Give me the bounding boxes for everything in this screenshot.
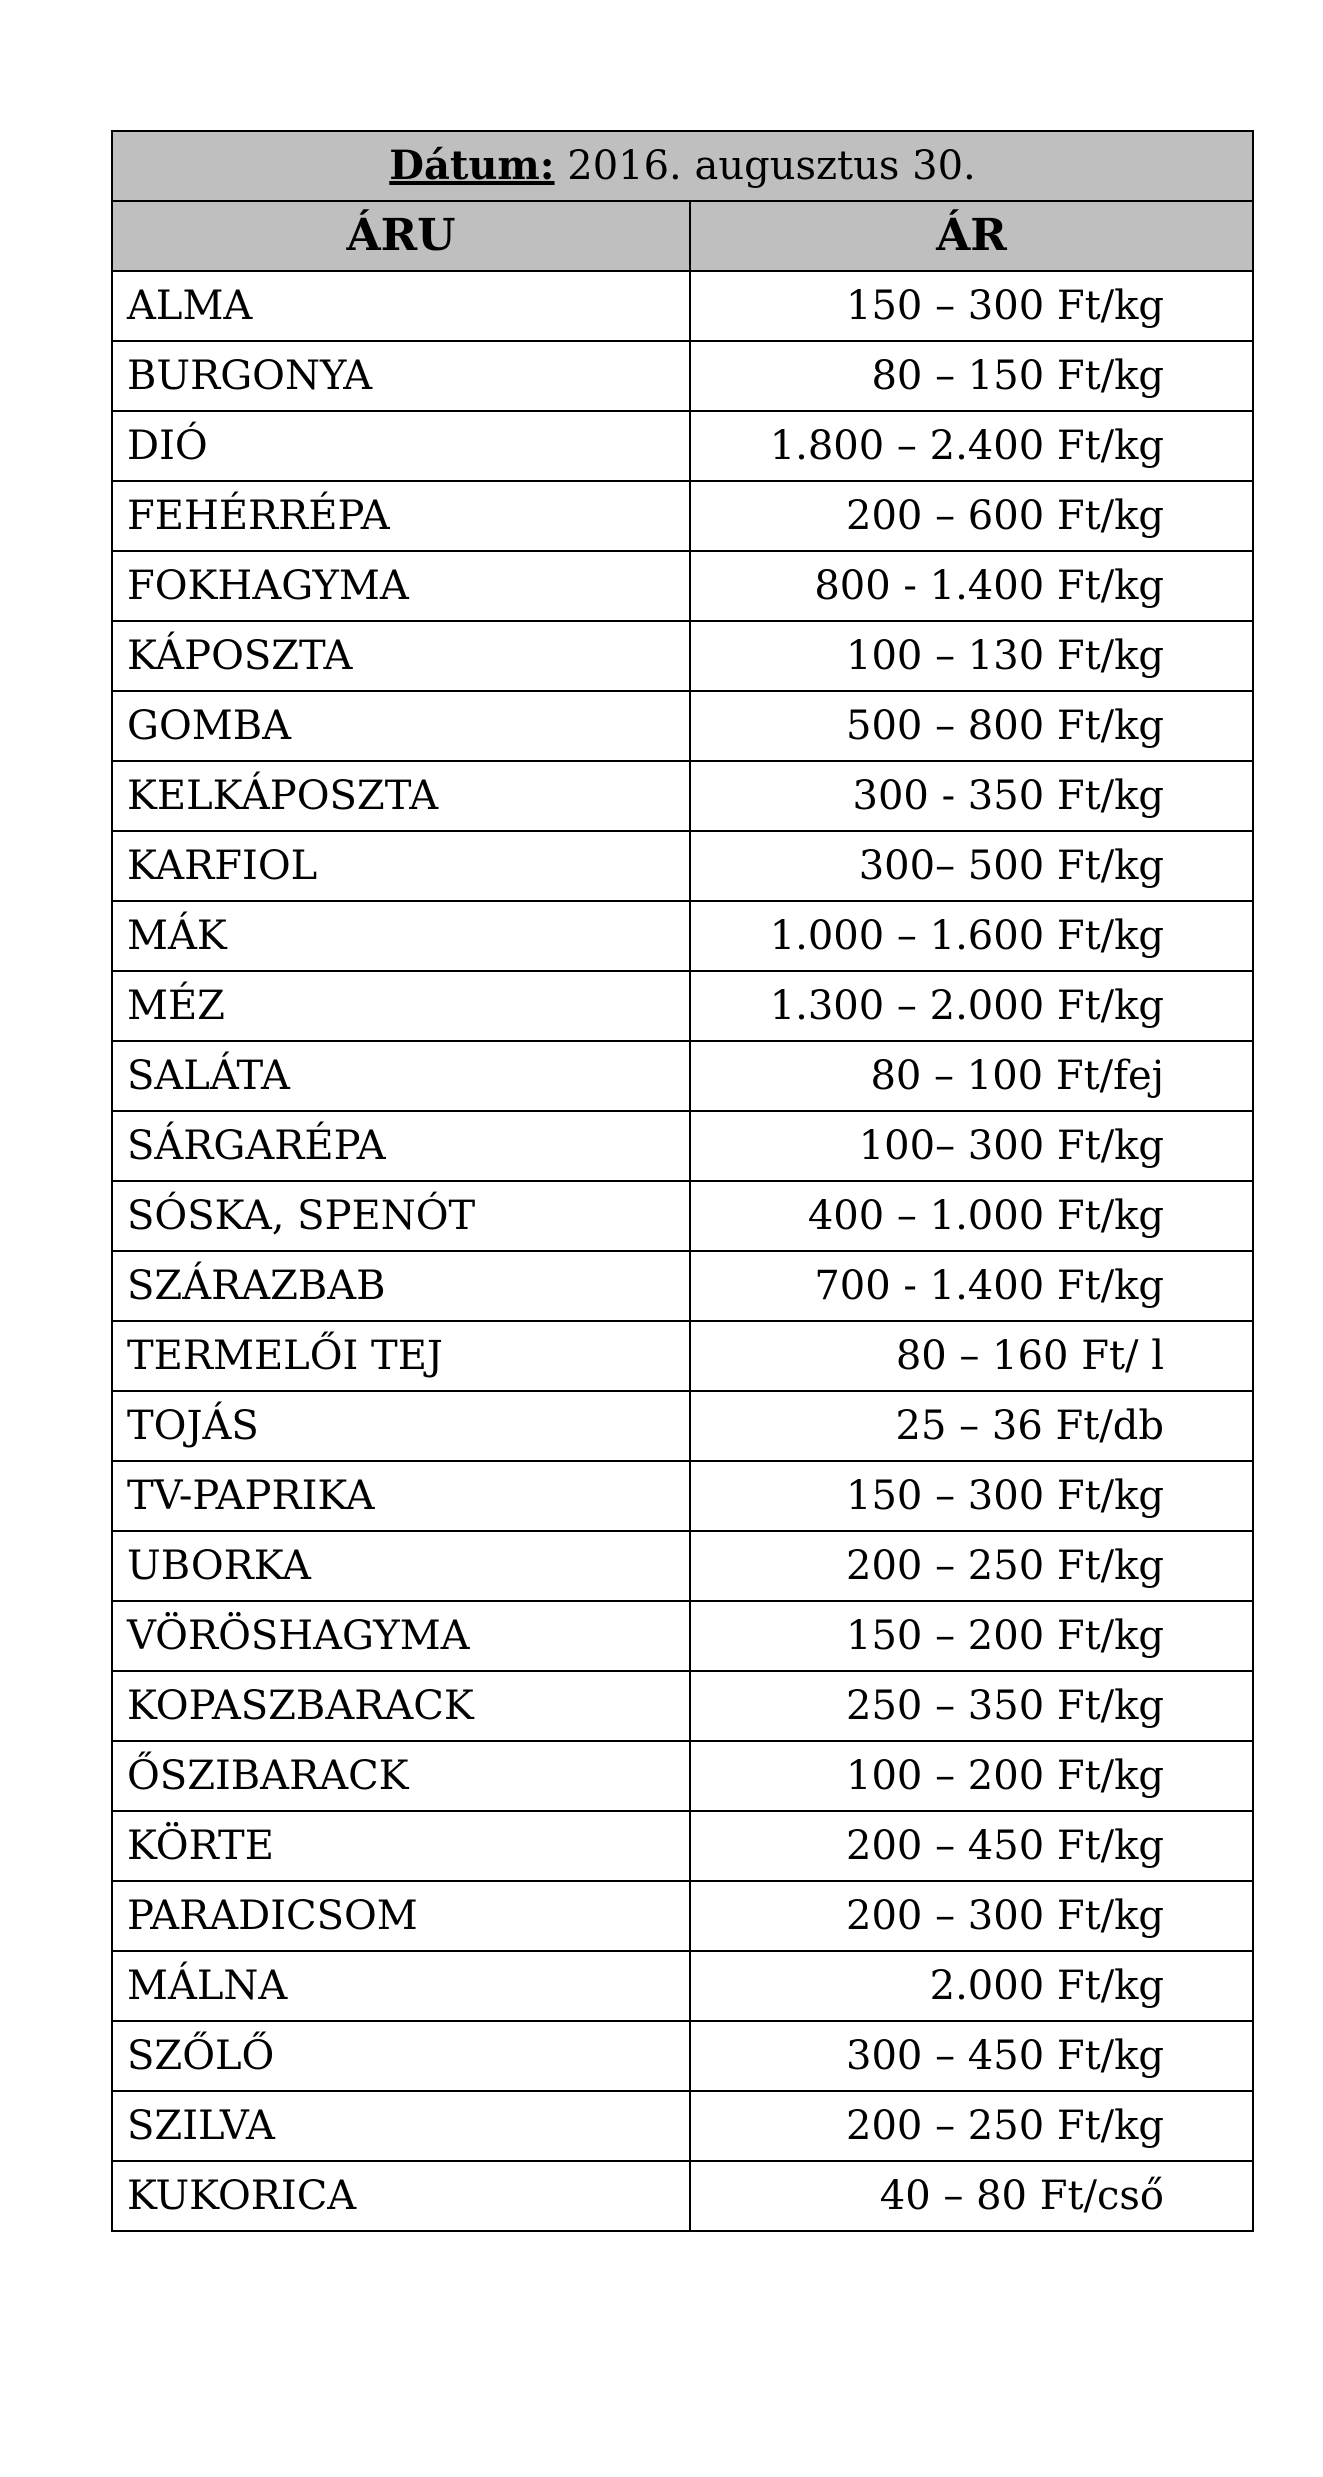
table-row bbox=[112, 1391, 1253, 1461]
item-price-cell: 200 – 600 Ft/kg bbox=[690, 481, 1253, 551]
item-price-cell: 100– 300 Ft/kg bbox=[690, 1111, 1253, 1181]
item-price-cell: 25 – 36 Ft/db bbox=[690, 1391, 1253, 1461]
table-row bbox=[112, 761, 1253, 831]
table-row bbox=[112, 1811, 1253, 1881]
item-name-cell: PARADICSOM bbox=[112, 1881, 690, 1951]
table-body bbox=[112, 271, 1253, 2231]
table-row bbox=[112, 2021, 1253, 2091]
item-name-cell: SZÁRAZBAB bbox=[112, 1251, 690, 1321]
item-name-cell: SZŐLŐ bbox=[112, 2021, 690, 2091]
column-header-item: ÁRU bbox=[112, 201, 690, 271]
item-price-cell: 150 – 300 Ft/kg bbox=[690, 271, 1253, 341]
table-row bbox=[112, 1181, 1253, 1251]
item-name-cell: GOMBA bbox=[112, 691, 690, 761]
item-price-cell: 1.800 – 2.400 Ft/kg bbox=[690, 411, 1253, 481]
table-row bbox=[112, 1321, 1253, 1391]
item-name-cell: ALMA bbox=[112, 271, 690, 341]
item-name-cell: FOKHAGYMA bbox=[112, 551, 690, 621]
item-price-cell: 200 – 450 Ft/kg bbox=[690, 1811, 1253, 1881]
table-row bbox=[112, 691, 1253, 761]
date-label: Dátum: bbox=[389, 142, 555, 189]
table-row bbox=[112, 1531, 1253, 1601]
table-row bbox=[112, 831, 1253, 901]
table-row bbox=[112, 1251, 1253, 1321]
item-name-cell: DIÓ bbox=[112, 411, 690, 481]
item-name-cell: ŐSZIBARACK bbox=[112, 1741, 690, 1811]
item-name-cell: KUKORICA bbox=[112, 2161, 690, 2231]
item-price-cell: 300 - 350 Ft/kg bbox=[690, 761, 1253, 831]
item-name-cell: BURGONYA bbox=[112, 341, 690, 411]
item-name-cell: SÓSKA, SPENÓT bbox=[112, 1181, 690, 1251]
item-price-cell: 300– 500 Ft/kg bbox=[690, 831, 1253, 901]
table-row bbox=[112, 1111, 1253, 1181]
item-price-cell: 100 – 130 Ft/kg bbox=[690, 621, 1253, 691]
table-row bbox=[112, 901, 1253, 971]
table-row bbox=[112, 341, 1253, 411]
item-name-cell: SÁRGARÉPA bbox=[112, 1111, 690, 1181]
item-price-cell: 2.000 Ft/kg bbox=[690, 1951, 1253, 2021]
item-price-cell: 80 – 100 Ft/fej bbox=[690, 1041, 1253, 1111]
table-row bbox=[112, 1881, 1253, 1951]
item-name-cell: KÖRTE bbox=[112, 1811, 690, 1881]
item-name-cell: KELKÁPOSZTA bbox=[112, 761, 690, 831]
item-price-cell: 150 – 300 Ft/kg bbox=[690, 1461, 1253, 1531]
item-price-cell: 1.300 – 2.000 Ft/kg bbox=[690, 971, 1253, 1041]
price-table bbox=[111, 130, 1254, 2232]
table-row bbox=[112, 481, 1253, 551]
item-price-cell: 80 – 160 Ft/ l bbox=[690, 1321, 1253, 1391]
table-row bbox=[112, 621, 1253, 691]
table-row bbox=[112, 971, 1253, 1041]
item-name-cell: KOPASZBARACK bbox=[112, 1671, 690, 1741]
item-price-cell: 150 – 200 Ft/kg bbox=[690, 1601, 1253, 1671]
table-row bbox=[112, 551, 1253, 621]
item-name-cell: TOJÁS bbox=[112, 1391, 690, 1461]
item-name-cell: MÉZ bbox=[112, 971, 690, 1041]
item-name-cell: SALÁTA bbox=[112, 1041, 690, 1111]
table-row bbox=[112, 2091, 1253, 2161]
item-name-cell: KARFIOL bbox=[112, 831, 690, 901]
date-value: 2016. augusztus 30. bbox=[567, 143, 976, 189]
item-name-cell: FEHÉRRÉPA bbox=[112, 481, 690, 551]
item-name-cell: VÖRÖSHAGYMA bbox=[112, 1601, 690, 1671]
item-name-cell: TERMELŐI TEJ bbox=[112, 1321, 690, 1391]
table-row bbox=[112, 1671, 1253, 1741]
item-price-cell: 250 – 350 Ft/kg bbox=[690, 1671, 1253, 1741]
item-price-cell: 200 – 250 Ft/kg bbox=[690, 2091, 1253, 2161]
item-price-cell: 1.000 – 1.600 Ft/kg bbox=[690, 901, 1253, 971]
item-price-cell: 300 – 450 Ft/kg bbox=[690, 2021, 1253, 2091]
table-row bbox=[112, 271, 1253, 341]
item-price-cell: 500 – 800 Ft/kg bbox=[690, 691, 1253, 761]
table-row bbox=[112, 1951, 1253, 2021]
item-name-cell: MÁLNA bbox=[112, 1951, 690, 2021]
item-name-cell: TV-PAPRIKA bbox=[112, 1461, 690, 1531]
item-name-cell: UBORKA bbox=[112, 1531, 690, 1601]
item-price-cell: 200 – 250 Ft/kg bbox=[690, 1531, 1253, 1601]
item-name-cell: MÁK bbox=[112, 901, 690, 971]
item-price-cell: 400 – 1.000 Ft/kg bbox=[690, 1181, 1253, 1251]
item-price-cell: 80 – 150 Ft/kg bbox=[690, 341, 1253, 411]
item-price-cell: 700 - 1.400 Ft/kg bbox=[690, 1251, 1253, 1321]
column-header-row bbox=[112, 201, 1253, 271]
date-row bbox=[112, 131, 1253, 201]
table-row bbox=[112, 1041, 1253, 1111]
item-name-cell: KÁPOSZTA bbox=[112, 621, 690, 691]
item-price-cell: 100 – 200 Ft/kg bbox=[690, 1741, 1253, 1811]
item-price-cell: 800 - 1.400 Ft/kg bbox=[690, 551, 1253, 621]
item-name-cell: SZILVA bbox=[112, 2091, 690, 2161]
column-header-price: ÁR bbox=[690, 201, 1253, 271]
table-row bbox=[112, 1741, 1253, 1811]
table-row bbox=[112, 1461, 1253, 1531]
date-cell bbox=[112, 131, 1253, 201]
item-price-cell: 200 – 300 Ft/kg bbox=[690, 1881, 1253, 1951]
table-row bbox=[112, 411, 1253, 481]
item-price-cell: 40 – 80 Ft/cső bbox=[690, 2161, 1253, 2231]
table-row bbox=[112, 1601, 1253, 1671]
table-row bbox=[112, 2161, 1253, 2231]
